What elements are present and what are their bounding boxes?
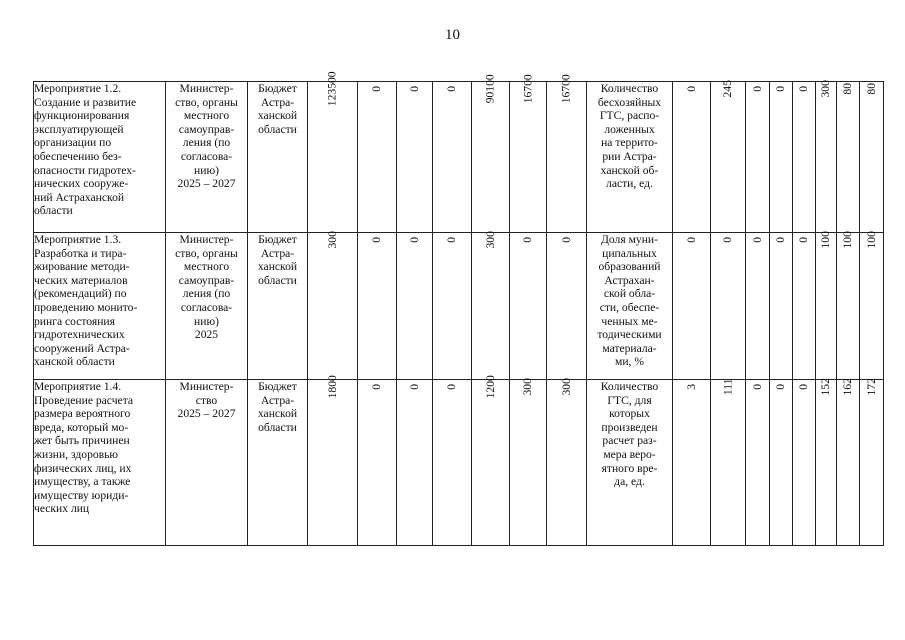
finance-value: 0 bbox=[559, 236, 573, 243]
finance-value-cell bbox=[308, 375, 358, 546]
table-row bbox=[34, 380, 884, 546]
executor-cell-line: 2025 – 2027 bbox=[177, 407, 236, 421]
finance-value-cell bbox=[397, 380, 433, 546]
indicator-value: 100 bbox=[864, 231, 878, 249]
measure-cell-line: Создание и развитие bbox=[34, 95, 137, 109]
measure-cell-line: вреда, который мо- bbox=[34, 420, 129, 434]
finance-value-cell bbox=[510, 74, 547, 233]
measure-cell-line: опасности гидротех- bbox=[34, 163, 136, 177]
indicator-value: 0 bbox=[750, 85, 764, 92]
executor-cell-line: 2025 bbox=[194, 328, 219, 342]
executor-cell-line: самоуправ- bbox=[178, 273, 235, 287]
source-cell-line: Астра- bbox=[260, 246, 295, 260]
measure-cell-line: организации по bbox=[34, 136, 112, 150]
indicator-value-cell bbox=[816, 380, 837, 546]
measure-cell-line: жизни, здоровью bbox=[34, 447, 119, 461]
indicator-value: 300 bbox=[819, 80, 833, 98]
finance-value-cell bbox=[510, 380, 547, 546]
source-cell bbox=[248, 380, 308, 546]
finance-value: 0 bbox=[445, 383, 459, 390]
finance-value-cell bbox=[472, 233, 510, 380]
measure-cell-line: ческих материалов bbox=[34, 273, 128, 287]
indicator-cell-line: ГТС, для bbox=[607, 393, 652, 407]
finance-value: 90100 bbox=[483, 74, 497, 104]
indicator-value-cell bbox=[816, 82, 837, 233]
indicator-value-cell bbox=[746, 380, 770, 546]
indicator-value-cell bbox=[793, 380, 816, 546]
indicator-value-cell bbox=[673, 380, 711, 546]
measure-cell-line: размера вероятного bbox=[34, 407, 131, 421]
finance-value-cell bbox=[433, 82, 472, 233]
indicator-value: 3 bbox=[684, 383, 698, 390]
executor-cell bbox=[166, 233, 248, 380]
executor-cell-line: 2025 – 2027 bbox=[177, 177, 236, 191]
indicator-cell-line: Астрахан- bbox=[604, 273, 655, 287]
finance-value: 1800 bbox=[325, 375, 339, 399]
measure-cell-line: ний Астраханской bbox=[34, 190, 125, 204]
finance-value: 0 bbox=[445, 85, 459, 92]
executor-cell bbox=[166, 380, 248, 546]
indicator-cell-line: ятного вре- bbox=[601, 461, 658, 475]
source-cell-line: Бюджет bbox=[258, 82, 297, 95]
indicator-cell-line: Количество bbox=[600, 380, 659, 393]
indicator-cell-line: Доля муни- bbox=[601, 233, 658, 246]
indicator-value-cell bbox=[837, 380, 860, 546]
indicator-value-cell bbox=[860, 82, 884, 233]
measure-cell-line: ринга состояния bbox=[34, 314, 115, 328]
indicator-value-cell bbox=[673, 82, 711, 233]
indicator-value: 0 bbox=[684, 85, 698, 92]
indicator-value-cell bbox=[770, 233, 793, 380]
finance-value: 0 bbox=[407, 236, 421, 243]
indicator-cell-line: на террито- bbox=[601, 136, 658, 150]
measures-table bbox=[33, 71, 884, 546]
finance-value-cell bbox=[472, 74, 510, 233]
executor-cell-line: самоуправ- bbox=[178, 122, 235, 136]
finance-value: 300 bbox=[325, 231, 339, 249]
indicator-value: 80 bbox=[841, 83, 855, 95]
executor-cell-line: нию) bbox=[194, 314, 219, 328]
finance-value-cell bbox=[433, 233, 472, 380]
indicator-value: 0 bbox=[774, 85, 788, 92]
finance-value-cell bbox=[547, 74, 587, 233]
finance-value: 300 bbox=[559, 378, 573, 396]
finance-value: 1200 bbox=[483, 375, 497, 399]
source-cell-line: Бюджет bbox=[258, 380, 297, 393]
indicator-cell-line: тодическими bbox=[597, 328, 662, 342]
indicator-value-cell bbox=[837, 82, 860, 233]
indicator-value-cell bbox=[746, 233, 770, 380]
finance-value: 0 bbox=[407, 383, 421, 390]
measure-cell-line: сооружений Астра- bbox=[34, 341, 130, 355]
page-number: 10 bbox=[445, 27, 460, 43]
indicator-cell-line: да, ед. bbox=[614, 475, 645, 489]
indicator-value: 0 bbox=[721, 236, 735, 243]
finance-value-cell bbox=[547, 380, 587, 546]
indicator-cell-line: ГТС, распо- bbox=[599, 109, 660, 123]
indicator-value-cell bbox=[711, 380, 746, 546]
measure-cell-line: функционирования bbox=[34, 109, 130, 123]
indicator-value-cell bbox=[711, 233, 746, 380]
indicator-cell-line: ченных ме- bbox=[601, 314, 658, 328]
measure-cell-line: Разработка и тира- bbox=[34, 246, 127, 260]
source-cell-line: ханской bbox=[257, 407, 298, 421]
measure-cell-line: гидротехнических bbox=[34, 328, 125, 342]
finance-value-cell bbox=[433, 380, 472, 546]
measure-cell bbox=[34, 82, 166, 233]
finance-value: 0 bbox=[370, 236, 384, 243]
source-cell-line: Бюджет bbox=[258, 233, 297, 246]
source-cell-line: области bbox=[258, 273, 297, 287]
indicator-cell-line: ми, % bbox=[615, 355, 644, 369]
measure-cell-line: области bbox=[34, 204, 73, 218]
source-cell-line: Астра- bbox=[260, 393, 295, 407]
source-cell bbox=[248, 82, 308, 233]
indicator-cell-line: ципальных bbox=[602, 246, 657, 260]
executor-cell-line: местного bbox=[183, 260, 230, 274]
indicator-cell-line: расчет раз- bbox=[602, 434, 657, 448]
indicator-cell-line: ласти, ед. bbox=[606, 177, 653, 191]
indicator-cell bbox=[587, 380, 673, 546]
executor-cell-line: местного bbox=[183, 109, 230, 123]
indicator-cell bbox=[587, 82, 673, 233]
finance-value: 0 bbox=[407, 85, 421, 92]
measure-cell-line: проведению монито- bbox=[34, 300, 138, 314]
indicator-cell-line: Количество bbox=[600, 82, 659, 95]
finance-value-cell bbox=[308, 233, 358, 380]
measure-cell-line: жирование методи- bbox=[34, 260, 130, 274]
indicator-value: 152 bbox=[819, 378, 833, 396]
executor-cell-line: ления (по bbox=[182, 136, 231, 150]
indicator-value-cell bbox=[770, 82, 793, 233]
indicator-cell-line: ложенных bbox=[604, 122, 655, 136]
finance-value: 0 bbox=[521, 236, 535, 243]
finance-value: 16700 bbox=[521, 74, 535, 104]
indicator-cell-line: которых bbox=[609, 407, 650, 421]
finance-value-cell bbox=[510, 233, 547, 380]
finance-value: 300 bbox=[483, 231, 497, 249]
indicator-value-cell bbox=[837, 233, 860, 380]
indicator-value-cell bbox=[711, 82, 746, 233]
indicator-value: 0 bbox=[684, 236, 698, 243]
source-cell-line: ханской bbox=[257, 109, 298, 123]
measure-cell-line: Мероприятие 1.3. bbox=[34, 233, 122, 246]
indicator-cell-line: ханской об- bbox=[600, 163, 659, 177]
indicator-cell-line: образований bbox=[598, 260, 661, 274]
measure-cell-line: имуществу, а также bbox=[34, 475, 131, 489]
indicator-value-cell bbox=[860, 233, 884, 380]
indicator-value: 0 bbox=[750, 236, 764, 243]
executor-cell-line: согласова- bbox=[180, 149, 233, 163]
measure-cell bbox=[34, 233, 166, 380]
table-row bbox=[34, 233, 884, 380]
indicator-value: 80 bbox=[864, 83, 878, 95]
executor-cell-line: нию) bbox=[194, 163, 219, 177]
indicator-value: 111 bbox=[721, 378, 735, 396]
indicator-value: 0 bbox=[797, 383, 811, 390]
indicator-value: 172 bbox=[864, 378, 878, 396]
indicator-value: 100 bbox=[819, 231, 833, 249]
indicator-value: 0 bbox=[797, 236, 811, 243]
indicator-value-cell bbox=[816, 233, 837, 380]
finance-value-cell bbox=[397, 82, 433, 233]
indicator-cell-line: сти, обеспе- bbox=[599, 300, 660, 314]
finance-value: 123500 bbox=[325, 71, 339, 107]
indicator-value-cell bbox=[770, 380, 793, 546]
finance-value: 300 bbox=[521, 378, 535, 396]
executor-cell bbox=[166, 82, 248, 233]
indicator-value: 0 bbox=[750, 383, 764, 390]
executor-cell-line: Министер- bbox=[179, 82, 234, 95]
table-row bbox=[34, 82, 884, 233]
indicator-cell-line: материала- bbox=[602, 341, 657, 355]
finance-value-cell bbox=[358, 82, 397, 233]
indicator-value-cell bbox=[793, 82, 816, 233]
measure-cell-line: нических сооруже- bbox=[34, 177, 129, 191]
executor-cell-line: ство bbox=[195, 393, 218, 407]
finance-value-cell bbox=[358, 233, 397, 380]
finance-value-cell bbox=[358, 380, 397, 546]
indicator-cell-line: мера веро- bbox=[603, 447, 656, 461]
indicator-value-cell bbox=[673, 233, 711, 380]
measure-cell-line: ческих лиц bbox=[34, 502, 90, 516]
measure-cell-line: жет быть причинен bbox=[34, 434, 130, 448]
indicator-value: 0 bbox=[797, 85, 811, 92]
measure-cell bbox=[34, 380, 166, 546]
indicator-cell-line: произведен bbox=[601, 420, 658, 434]
measure-cell-line: эксплуатирующей bbox=[34, 122, 124, 136]
finance-value: 0 bbox=[445, 236, 459, 243]
finance-value-cell bbox=[308, 71, 358, 233]
indicator-value-cell bbox=[793, 233, 816, 380]
indicator-value-cell bbox=[746, 82, 770, 233]
source-cell-line: области bbox=[258, 420, 297, 434]
measure-cell-line: Мероприятие 1.4. bbox=[34, 380, 122, 393]
indicator-cell bbox=[587, 233, 673, 380]
indicator-value: 0 bbox=[774, 383, 788, 390]
indicator-cell-line: ской обла- bbox=[603, 287, 656, 301]
measure-cell-line: физических лиц, их bbox=[34, 461, 132, 475]
measure-cell-line: ханской области bbox=[34, 355, 115, 369]
finance-value: 0 bbox=[370, 383, 384, 390]
finance-value: 0 bbox=[370, 85, 384, 92]
indicator-value-cell bbox=[860, 380, 884, 546]
finance-value: 16700 bbox=[559, 74, 573, 104]
executor-cell-line: ство, органы bbox=[175, 246, 238, 260]
indicator-value: 0 bbox=[774, 236, 788, 243]
finance-value-cell bbox=[547, 233, 587, 380]
source-cell-line: ханской bbox=[257, 260, 298, 274]
measure-cell-line: Проведение расчета bbox=[34, 393, 134, 407]
indicator-cell-line: рии Астра- bbox=[602, 149, 657, 163]
source-cell bbox=[248, 233, 308, 380]
finance-value-cell bbox=[397, 233, 433, 380]
measure-cell-line: имуществу юриди- bbox=[34, 488, 129, 502]
executor-cell-line: согласова- bbox=[180, 300, 233, 314]
measure-cell-line: обеспечению без- bbox=[34, 149, 122, 163]
source-cell-line: Астра- bbox=[260, 95, 295, 109]
indicator-value: 245 bbox=[721, 80, 735, 98]
indicator-value: 162 bbox=[841, 378, 855, 396]
executor-cell-line: ления (по bbox=[182, 287, 231, 301]
executor-cell-line: Министер- bbox=[179, 380, 234, 393]
executor-cell-line: ство, органы bbox=[175, 95, 238, 109]
indicator-value: 100 bbox=[841, 231, 855, 249]
measure-cell-line: Мероприятие 1.2. bbox=[34, 82, 122, 95]
finance-value-cell bbox=[472, 375, 510, 546]
measure-cell-line: (рекомендаций) по bbox=[34, 287, 127, 301]
executor-cell-line: Министер- bbox=[179, 233, 234, 246]
source-cell-line: области bbox=[258, 122, 297, 136]
indicator-cell-line: бесхозяйных bbox=[597, 95, 662, 109]
